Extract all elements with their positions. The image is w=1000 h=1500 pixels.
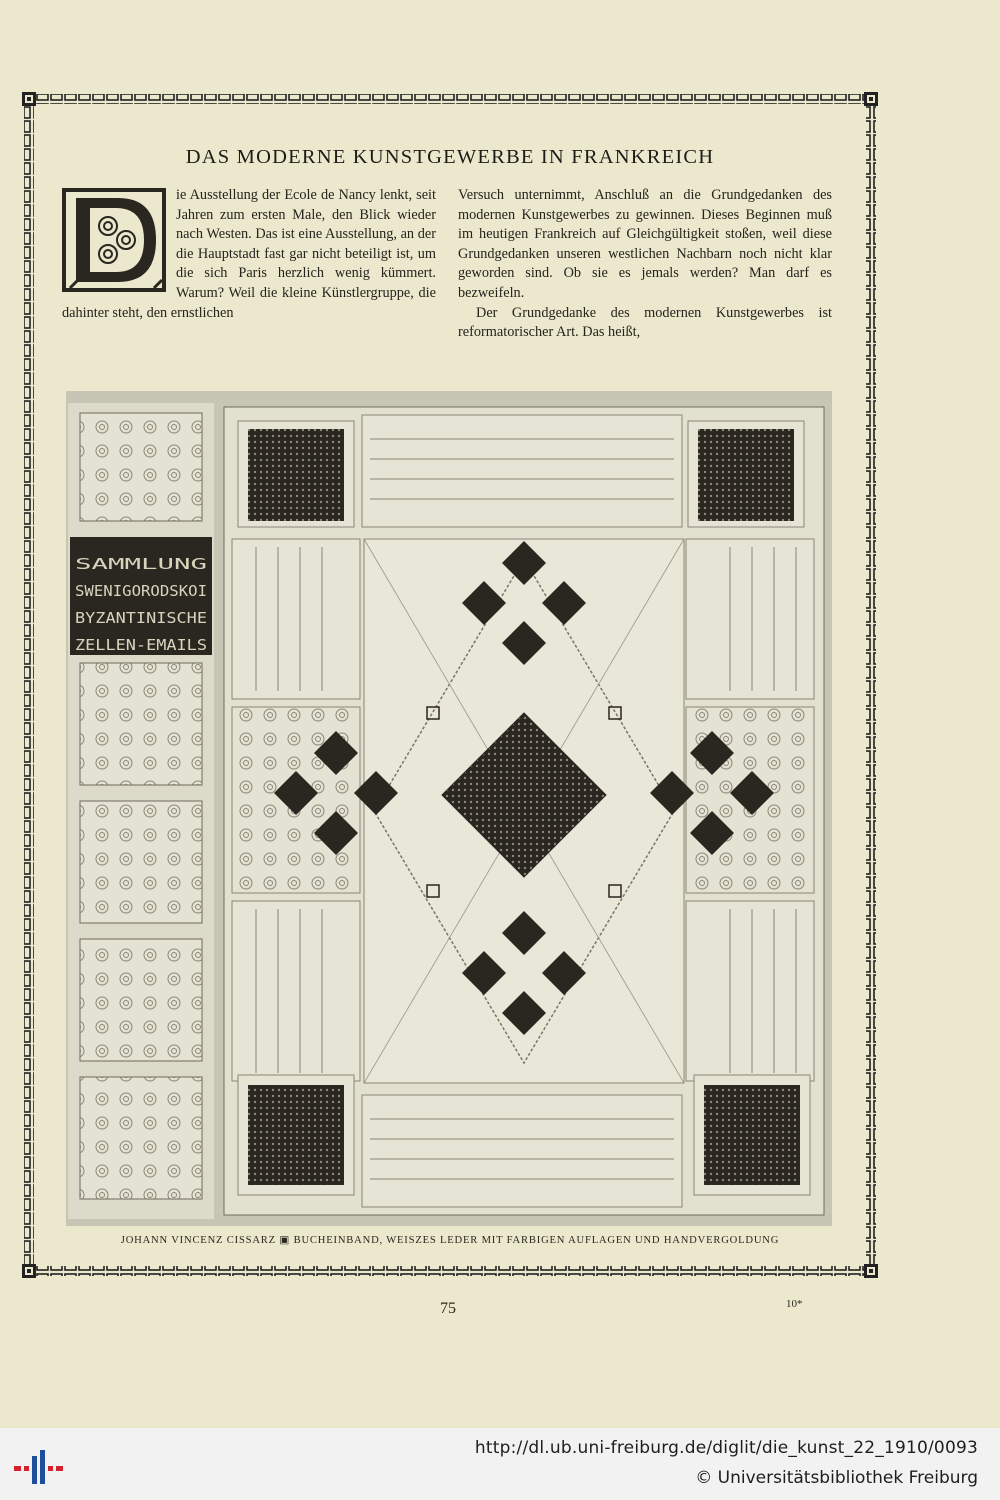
spine-title-line: ZELLEN-EMAILS (75, 636, 207, 654)
text-column-left (62, 186, 436, 323)
ub-freiburg-logo-icon (14, 1440, 64, 1490)
document-url[interactable]: http://dl.ub.uni-freiburg.de/diglit/die_kunst_22_1910/0093 (474, 1438, 978, 1458)
ornamental-initial-d (62, 188, 166, 292)
book-binding-illustration (66, 391, 832, 1226)
book-binding-plate (66, 391, 832, 1226)
copyright-notice: © Universitätsbibliothek Freiburg (695, 1468, 978, 1488)
paragraph-second: Der Grundgedanke des modernen Kunstgewerbes ist reformatorischer Art. Das heißt, (458, 304, 832, 341)
page-number: 75 (440, 1300, 456, 1317)
article-title: DAS MODERNE KUNSTGEWERBE IN FRANKREICH (185, 146, 715, 168)
library-footer (0, 1428, 1000, 1500)
spine-title-line: SAMMLUNG (75, 555, 207, 573)
spine-title-line: SWENIGORODSKOI (75, 582, 207, 600)
paragraph-intro: ie Ausstellung der Ecole de Nancy lenkt, seit Jahren zum ersten Male, den Blick wieder nach Westen. Das ist eine Ausstellung, an der die Hauptstadt fast gar nicht beteiligt ist, um die sich Paris herzlich wenig kümmert. Warum? Weil die kleine Künstlergruppe, die dahinter steht, den ernstlichen (62, 187, 436, 321)
sheet-signature: 10* (786, 1298, 803, 1310)
paragraph-continued: Versuch unternimmt, Anschluß an die Grundgedanken des modernen Kunstgewerbes zu gewinnen. Dieses Beginnen muß im heutigen Frankreich auf Gleichgültigkeit stoßen, weil diese Grundgedanken unseren westlichen Nachbarn noch nicht klar geworden sind. Ob sie es jemals werden? Man darf es bezweifeln. (458, 187, 832, 301)
spine-title-line: BYZANTINISCHE (75, 609, 207, 627)
plate-caption: JOHANN VINCENZ CISSARZ ▣ BUCHEINBAND, WEISZES LEDER MIT FARBIGEN AUFLAGEN UND HANDVERGOLDUNG (120, 1235, 780, 1246)
text-column-right (458, 186, 832, 343)
